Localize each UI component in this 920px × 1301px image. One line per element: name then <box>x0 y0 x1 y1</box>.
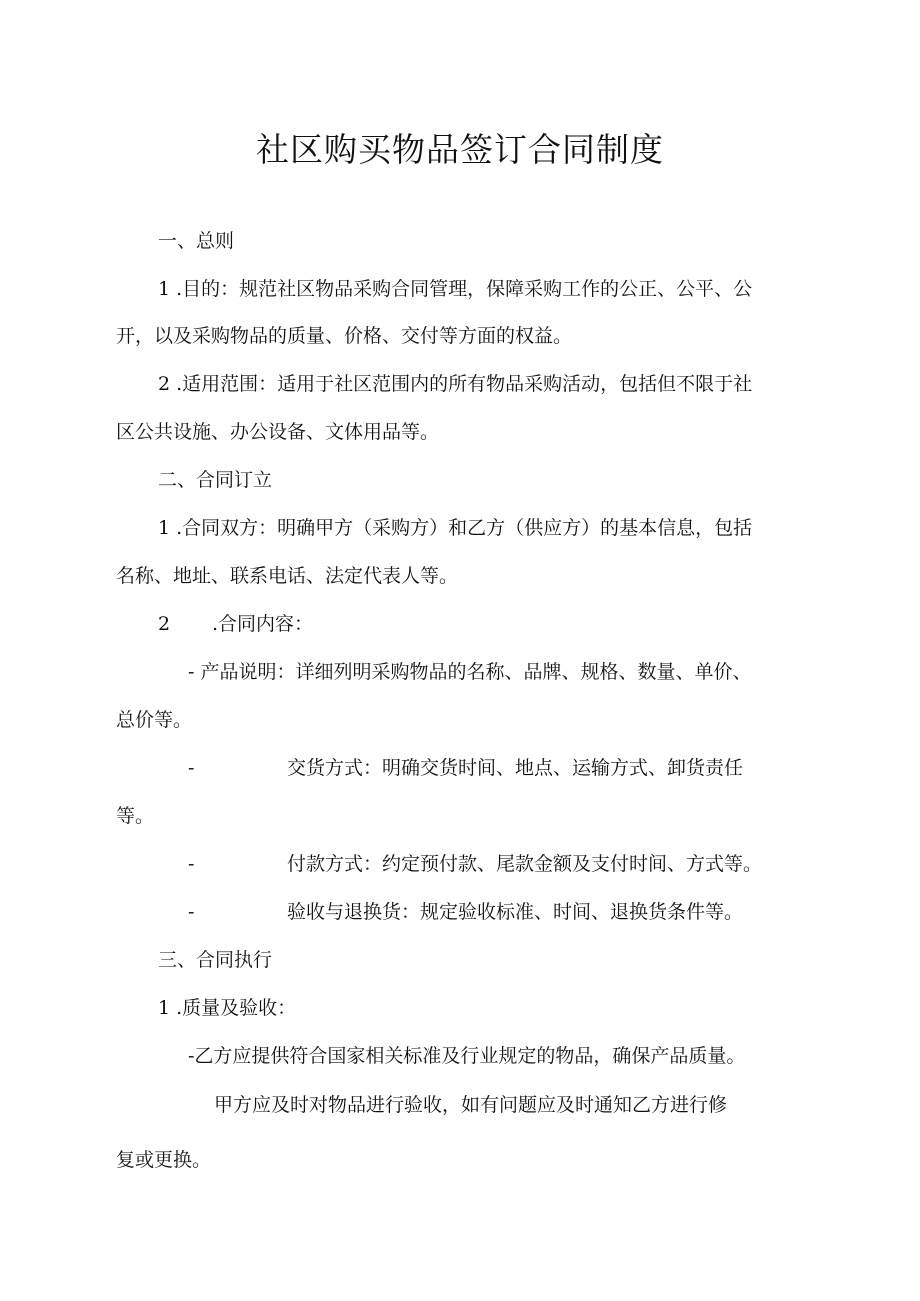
section-heading-contract-execution: 三、合同执行 <box>158 949 273 971</box>
paragraph-purpose-line-1: 1 .目的：规范社区物品采购合同管理，保障采购工作的公正、公平、公 <box>158 278 753 300</box>
item-quality-acceptance: 1 .质量及验收： <box>158 997 297 1019</box>
bullet-acceptance: 验收与退换货：规定验收标准、时间、退换货条件等。 <box>287 901 744 923</box>
bullet-supplier-quality: -乙方应提供符合国家相关标准及行业规定的物品，确保产品质量。 <box>188 1045 746 1067</box>
item-number-contract-content: 2 <box>158 613 171 635</box>
bullet-delivery-line-2: 等。 <box>116 805 155 827</box>
section-heading-general: 一、总则 <box>158 230 235 252</box>
item-label-contract-content: .合同内容： <box>212 613 314 635</box>
paragraph-buyer-inspection-line-2: 复或更换。 <box>116 1149 212 1171</box>
bullet-product-description-line-2: 总价等。 <box>116 709 193 731</box>
paragraph-scope-line-1: 2 .适用范围：适用于社区范围内的所有物品采购活动，包括但不限于社 <box>158 373 753 395</box>
section-heading-contract-formation: 二、合同订立 <box>158 469 273 491</box>
bullet-dash-acceptance: - <box>188 901 195 923</box>
paragraph-parties-line-2: 名称、地址、联系电话、法定代表人等。 <box>116 565 459 587</box>
bullet-dash-delivery: - <box>188 757 195 779</box>
paragraph-scope-line-2: 区公共设施、办公设备、文体用品等。 <box>116 421 440 443</box>
paragraph-parties-line-1: 1 .合同双方：明确甲方（采购方）和乙方（供应方）的基本信息，包括 <box>158 517 753 539</box>
bullet-product-description-line-1: - 产品说明：详细列明采购物品的名称、品牌、规格、数量、单价、 <box>188 661 752 683</box>
paragraph-purpose-line-2: 开，以及采购物品的质量、价格、交付等方面的权益。 <box>116 325 573 347</box>
bullet-payment: 付款方式：约定预付款、尾款金额及支付时间、方式等。 <box>287 853 763 875</box>
document-title: 社区购买物品签订合同制度 <box>256 130 664 169</box>
paragraph-buyer-inspection-line-1: 甲方应及时对物品进行验收，如有问题应及时通知乙方进行修 <box>214 1094 728 1116</box>
bullet-dash-payment: - <box>188 853 195 875</box>
bullet-delivery-line-1: 交货方式：明确交货时间、地点、运输方式、卸货责任 <box>287 757 744 779</box>
